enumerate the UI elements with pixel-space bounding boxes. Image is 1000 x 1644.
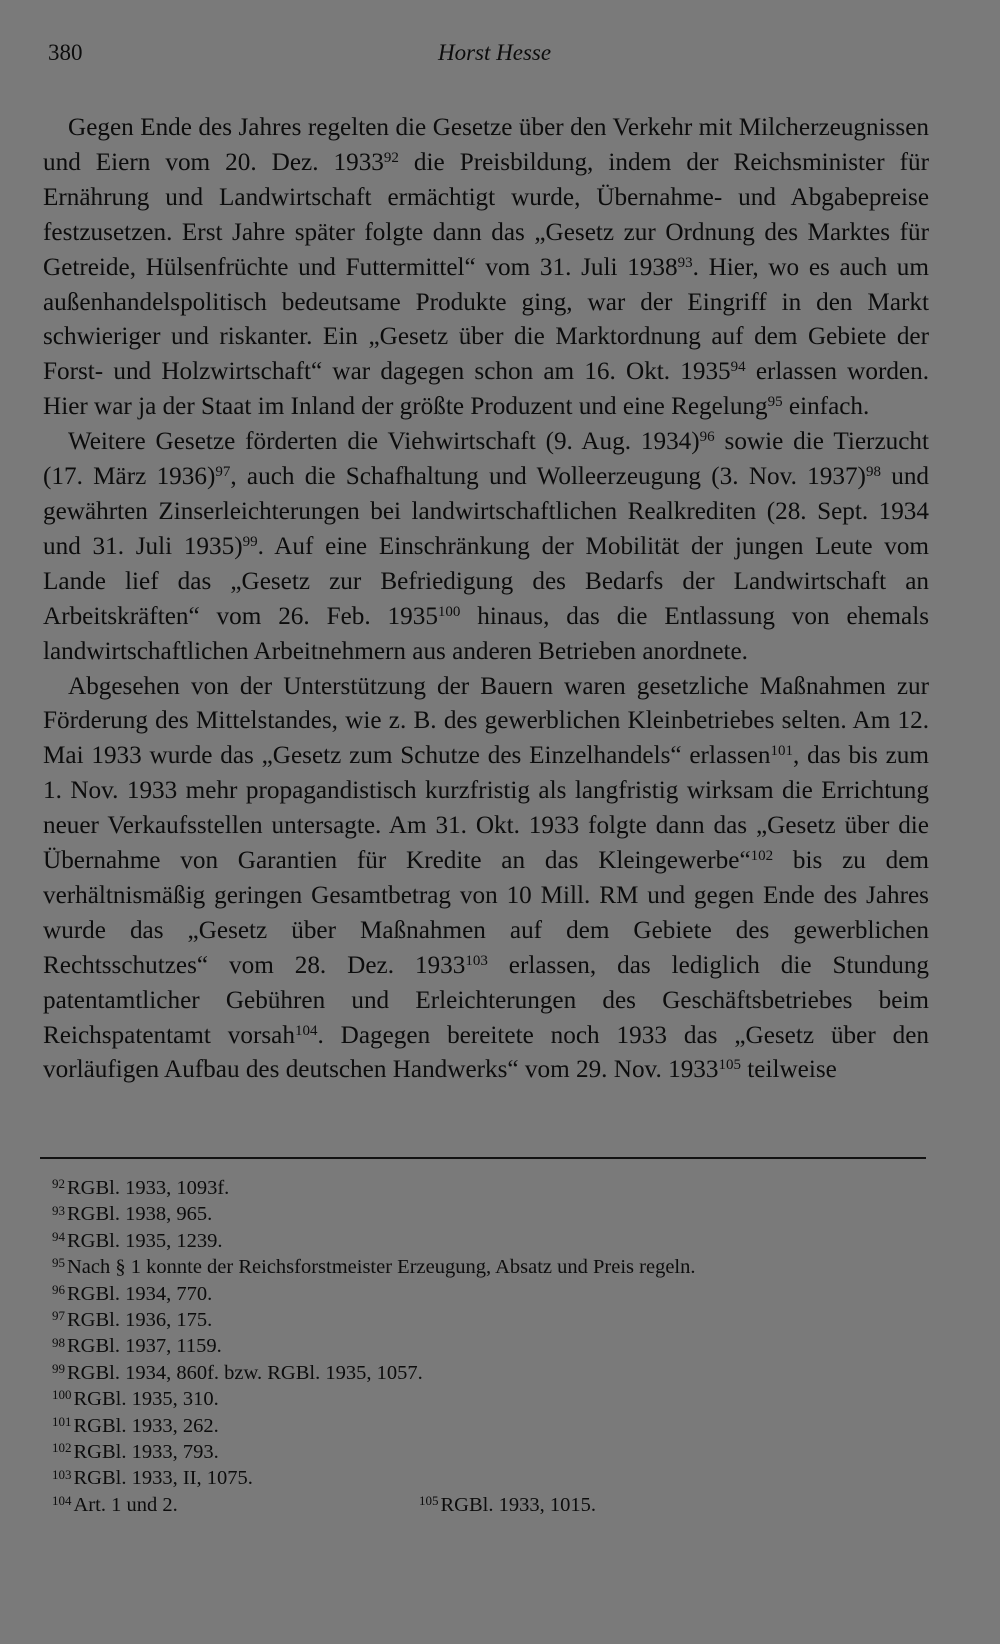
text-run: sowie die Tierzucht (17. März 1936) (43, 428, 929, 491)
footnote-number: 105 (419, 1493, 439, 1509)
footnote-number: 104 (52, 1493, 72, 1509)
footnote (52, 1175, 932, 1201)
page-number: 380 (48, 40, 83, 65)
footnote-text: RGBl. 1934, 770. (67, 1282, 213, 1305)
footnote-text: RGBl. 1937, 1159. (67, 1335, 222, 1358)
footnote (52, 1281, 932, 1307)
footnote-text: Nach § 1 konnte der Reichsforstmeister Erzeugung, Absatz und Preis regeln. (67, 1256, 696, 1279)
text-run: einfach. (782, 393, 870, 421)
footnote (52, 1228, 932, 1254)
footnote-text: RGBl. 1933, 793. (73, 1441, 219, 1464)
footnote-divider (40, 1157, 926, 1159)
paragraph (43, 670, 929, 1089)
text-run: , auch die Schafhaltung und Wolleerzeugung (3. Nov. 1937) (230, 463, 866, 491)
text-run: . Auf eine Einschränkung der Mobilität der jungen Leute vom Lande lief das „Gesetz zur Befriedigung des Bedarfs der Landwirtschaft an Arbeitskräften“ vom 26. Feb. 1935 (43, 532, 930, 630)
text-run: die Preisbildung, indem der Reichsminister für Ernährung und Landwirtschaft ermächtigt wurde, Übernahme- und Abgabepreise festzusetzen. Erst Jahre später folgte dann das „Gesetz zur Ordnung des Marktes für Getreide, Hülsenfrüchte und Futtermittel“ vom 31. Juli 1938 (43, 148, 930, 281)
footnote-number: 98 (52, 1334, 65, 1350)
text-run: teilweise (740, 1056, 837, 1084)
footnote-text: RGBl. 1935, 1239. (67, 1229, 223, 1252)
footnote-ref: 96 (699, 428, 715, 445)
text-run: . Dagegen bereitete noch 1933 das „Gesetz über den vorläufigen Aufbau des deutschen Handwerks“ vom 29. Nov. 1933 (43, 1021, 929, 1084)
footnote (419, 1492, 596, 1518)
footnote-number: 94 (52, 1228, 65, 1244)
footnote-ref: 104 (294, 1022, 318, 1039)
footnote (52, 1254, 932, 1280)
text-run: Weitere Gesetze förderten die Viehwirtschaft (9. Aug. 1934) (68, 428, 700, 456)
footnote-text: RGBl. 1933, 1093f. (67, 1177, 230, 1199)
footnote-number: 93 (52, 1202, 65, 1218)
footnote (52, 1360, 932, 1386)
text-run: erlassen worden. Hier war ja der Staat im Inland der größte Produzent und eine Regelung (43, 358, 929, 421)
page-header (48, 40, 932, 76)
footnote (52, 1439, 932, 1465)
footnote-number: 92 (52, 1176, 65, 1192)
footnote-text: RGBl. 1935, 310. (73, 1388, 219, 1411)
footnote-ref: 103 (465, 952, 488, 969)
footnote-ref: 94 (730, 359, 746, 376)
running-head: Horst Hesse (438, 40, 552, 65)
footnote-number: 97 (52, 1308, 65, 1324)
footnote-number: 102 (52, 1440, 72, 1456)
footnote-ref: 101 (770, 743, 793, 760)
footnote (52, 1413, 932, 1439)
footnote (52, 1465, 932, 1491)
footnotes (52, 1175, 932, 1518)
text-run: bis zu dem verhältnismäßig geringen Gesamtbetrag von 10 Mill. RM und gegen Ende des Jahres wurde das „Gesetz über Maßnahmen auf dem Gebiete des gewerblichen Rechtsschutzes“ vom 28. Dez. 1933 (43, 847, 929, 979)
footnote-number: 95 (52, 1255, 65, 1271)
text-run: hinaus, das die Entlassung von ehemals landwirtschaftlichen Arbeitnehmern aus anderen Betrieben anordnete. (43, 602, 929, 665)
footnote (52, 1494, 178, 1516)
footnote-number: 96 (52, 1281, 65, 1297)
footnote-text: RGBl. 1933, 262. (73, 1414, 219, 1437)
text-run: . Hier, wo es auch um außenhandelspolitisch bedeutsame Produkte ging, war der Eingriff in den Markt schwieriger und riskanter. Ein „Gesetz über die Marktordnung auf dem Gebiete der Forst- und Holzwirtschaft“ war dagegen schon am 16. Okt. 1935 (43, 253, 929, 386)
text-run: und gewährten Zinserleichterungen bei landwirtschaftlichen Realkrediten (28. Sept. 1934 und 31. Juli 1935) (43, 463, 929, 560)
footnote-text: RGBl. 1938, 965. (67, 1203, 213, 1226)
footnote-number: 101 (52, 1413, 72, 1429)
footnote-text: RGBl. 1933, II, 1075. (73, 1467, 253, 1490)
footnote-ref: 100 (437, 603, 461, 620)
text-run: , das bis zum 1. Nov. 1933 mehr propagandistisch kurzfristig als langfristig wirksam die Errichtung neuer Verkaufsstellen untersagte. Am 31. Okt. 1933 folgte dann das „Gesetz über die Übernahme von Garantien für Kredite an das Kleingewerbe“ (43, 742, 929, 875)
footnote (52, 1333, 932, 1359)
footnote (52, 1201, 932, 1227)
footnote-ref: 97 (215, 463, 231, 480)
footnote-text: Art. 1 und 2. (73, 1493, 178, 1516)
footnote-ref: 105 (718, 1057, 741, 1074)
paragraph (43, 425, 929, 669)
body-text (43, 111, 929, 1088)
footnote-number: 100 (52, 1387, 72, 1403)
text-run: Gegen Ende des Jahres regelten die Gesetze über den Verkehr mit Milcherzeugnissen und Eiern vom 20. Dez. 1933 (43, 114, 929, 176)
footnote-ref: 99 (242, 533, 258, 550)
text-run: Abgesehen von der Unterstützung der Bauern waren gesetzliche Maßnahmen zur Förderung des Mittelstandes, wie z. B. des gewerblichen Kleinbetriebes selten. Am 12. Mai 1933 wurde das „Gesetz zum Schutze des Einzelhandels“ erlassen (43, 672, 929, 770)
footnote-pair (52, 1492, 932, 1518)
footnote-text: RGBl. 1933, 1015. (440, 1493, 596, 1516)
text-run: erlassen, das lediglich die Stundung patentamtlicher Gebühren und Erleichterungen des Geschäftsbetriebes beim Reichspatentamt vorsah (43, 951, 930, 1049)
footnote-ref: 92 (383, 149, 399, 166)
footnote-ref: 95 (767, 394, 783, 410)
footnote-ref: 102 (750, 847, 774, 864)
footnote-text: RGBl. 1936, 175. (67, 1309, 213, 1332)
footnote-number: 103 (52, 1466, 72, 1482)
footnote (52, 1307, 932, 1333)
footnote (52, 1386, 932, 1412)
footnote-ref: 98 (865, 463, 881, 480)
paragraph (43, 111, 929, 425)
footnote-number: 99 (52, 1361, 65, 1376)
footnote-text: RGBl. 1934, 860f. bzw. RGBl. 1935, 1057. (67, 1361, 423, 1384)
footnote-ref: 93 (677, 254, 693, 271)
